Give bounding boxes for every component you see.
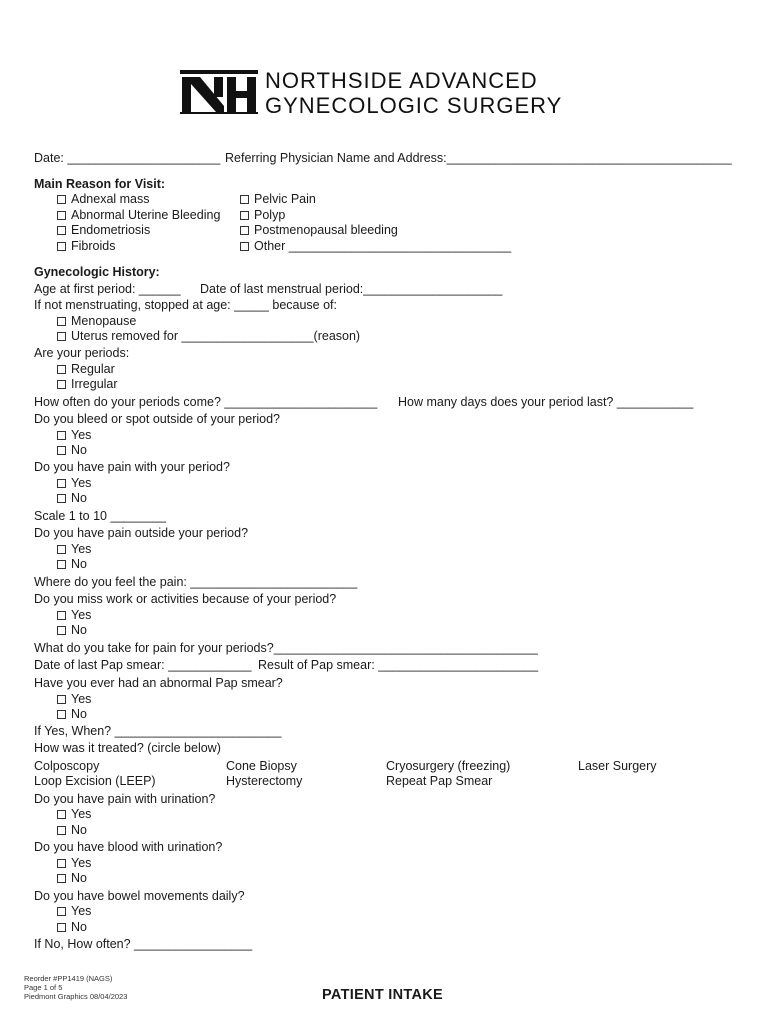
checkbox-icon[interactable] [57, 560, 66, 569]
checkbox-icon[interactable] [57, 626, 66, 635]
checkbox-icon[interactable] [240, 226, 249, 235]
option-label: Yes [71, 904, 92, 918]
checkbox-icon[interactable] [57, 907, 66, 916]
checkbox-pelvic-pain[interactable] [240, 192, 316, 206]
pain-medication-field[interactable]: What do you take for pain for your periods?______________________________________ [34, 641, 538, 655]
checkbox-icon[interactable] [57, 479, 66, 488]
option-label: Polyp [254, 208, 286, 222]
checkbox-menopause[interactable] [57, 314, 136, 328]
checkbox-icon[interactable] [57, 317, 66, 326]
option-label: Endometriosis [71, 223, 151, 237]
checkbox-icon[interactable] [57, 195, 66, 204]
checkbox-icon[interactable] [57, 431, 66, 440]
checkbox-bleed-outside-no[interactable] [57, 443, 87, 457]
footer-printer: Piedmont Graphics 08/04/2023 [24, 992, 128, 1001]
option-label: Yes [71, 608, 92, 622]
checkbox-pain-with-yes[interactable] [57, 476, 91, 490]
option-label: Yes [71, 476, 92, 490]
checkbox-icon[interactable] [57, 365, 66, 374]
checkbox-icon[interactable] [240, 195, 249, 204]
checkbox-icon[interactable] [57, 611, 66, 620]
option-label: No [71, 920, 87, 934]
checkbox-icon[interactable] [240, 211, 249, 220]
checkbox-pain-outside-no[interactable] [57, 557, 87, 571]
abnormal-pap-question: Have you ever had an abnormal Pap smear? [34, 676, 283, 690]
visit-heading: Main Reason for Visit: [34, 177, 166, 191]
option-label: No [71, 443, 87, 457]
checkbox-regular[interactable] [57, 362, 115, 376]
urination-pain-question: Do you have pain with urination? [34, 792, 216, 806]
checkbox-bleed-outside-yes[interactable] [57, 428, 91, 442]
stopped-menstruating-field[interactable]: If not menstruating, stopped at age: _____ because of: [34, 298, 337, 312]
checkbox-icon[interactable] [57, 242, 66, 251]
checkbox-polyp[interactable] [240, 208, 285, 222]
checkbox-icon[interactable] [57, 211, 66, 220]
footer-reorder: Reorder #PP1419 (NAGS) [24, 974, 113, 983]
option-label: Yes [71, 542, 92, 556]
checkbox-icon[interactable] [57, 810, 66, 819]
checkbox-urination-pain-yes[interactable] [57, 807, 91, 821]
checkbox-irregular[interactable] [57, 377, 118, 391]
checkbox-icon[interactable] [57, 380, 66, 389]
treatment-question: How was it treated? (circle below) [34, 741, 221, 755]
checkbox-other[interactable] [240, 239, 511, 253]
footer-page: Page 1 of 5 [24, 983, 63, 992]
checkbox-miss-work-yes[interactable] [57, 608, 91, 622]
checkbox-icon[interactable] [57, 494, 66, 503]
checkbox-icon[interactable] [57, 695, 66, 704]
checkbox-pain-outside-yes[interactable] [57, 542, 91, 556]
option-label: Other ________________________________ [254, 239, 512, 253]
checkbox-urination-blood-yes[interactable] [57, 856, 91, 870]
option-label: Uterus removed for ___________________(reason) [71, 329, 361, 343]
period-duration-field[interactable]: How many days does your period last? ___________ [398, 395, 694, 409]
pap-result-field[interactable]: Result of Pap smear: _______________________ [258, 658, 539, 672]
option-label: Pelvic Pain [254, 192, 316, 206]
checkbox-icon[interactable] [57, 923, 66, 932]
checkbox-icon[interactable] [57, 226, 66, 235]
checkbox-icon[interactable] [57, 332, 66, 341]
checkbox-bowel-no[interactable] [57, 920, 87, 934]
last-pap-date-field[interactable]: Date of last Pap smear: ____________ [34, 658, 252, 672]
bowel-question: Do you have bowel movements daily? [34, 889, 245, 903]
checkbox-postmenopausal-bleeding[interactable] [240, 223, 398, 237]
option-label: No [71, 823, 87, 837]
treatment-repeat-pap[interactable]: Repeat Pap Smear [386, 774, 493, 788]
option-label: Yes [71, 428, 92, 442]
checkbox-icon[interactable] [57, 710, 66, 719]
bowel-frequency-field[interactable]: If No, How often? _________________ [34, 937, 253, 951]
option-label: Yes [71, 807, 92, 821]
option-label: Irregular [71, 377, 118, 391]
miss-work-question: Do you miss work or activities because of your period? [34, 592, 337, 606]
pain-scale-field[interactable]: Scale 1 to 10 ________ [34, 509, 167, 523]
treatment-cryosurgery[interactable]: Cryosurgery (freezing) [386, 759, 511, 773]
checkbox-adnexal-mass[interactable] [57, 192, 150, 206]
pain-with-period-question: Do you have pain with your period? [34, 460, 230, 474]
checkbox-fibroids[interactable] [57, 239, 115, 253]
checkbox-miss-work-no[interactable] [57, 623, 87, 637]
checkbox-icon[interactable] [57, 859, 66, 868]
checkbox-icon[interactable] [57, 446, 66, 455]
checkbox-icon[interactable] [57, 826, 66, 835]
treatment-cone-biopsy[interactable]: Cone Biopsy [226, 759, 297, 773]
checkbox-endometriosis[interactable] [57, 223, 150, 237]
checkbox-icon[interactable] [57, 874, 66, 883]
checkbox-urination-blood-no[interactable] [57, 871, 87, 885]
referring-physician-field[interactable]: Referring Physician Name and Address:_________________________________________ [225, 151, 732, 165]
abnormal-pap-when-field[interactable]: If Yes, When? ________________________ [34, 724, 282, 738]
logo-line-1: NORTHSIDE ADVANCED [265, 68, 538, 93]
logo-line-2: GYNECOLOGIC SURGERY [265, 93, 563, 118]
option-label: No [71, 871, 87, 885]
treatment-hysterectomy[interactable]: Hysterectomy [226, 774, 303, 788]
urination-blood-question: Do you have blood with urination? [34, 840, 223, 854]
checkbox-uterus-removed[interactable] [57, 329, 360, 343]
option-label: Abnormal Uterine Bleeding [71, 208, 221, 222]
option-label: Yes [71, 692, 92, 706]
option-label: No [71, 623, 87, 637]
age-first-period-field[interactable]: Age at first period: ______ [34, 282, 181, 296]
checkbox-abnormal-pap-no[interactable] [57, 707, 87, 721]
checkbox-icon[interactable] [240, 242, 249, 251]
checkbox-icon[interactable] [57, 545, 66, 554]
option-label: Adnexal mass [71, 192, 150, 206]
treatment-leep[interactable]: Loop Excision (LEEP) [34, 774, 156, 788]
checkbox-abnormal-pap-yes[interactable] [57, 692, 91, 706]
checkbox-pain-with-no[interactable] [57, 491, 87, 505]
page-title: PATIENT INTAKE [322, 987, 443, 1003]
periods-question: Are your periods: [34, 346, 130, 360]
checkbox-bowel-yes[interactable] [57, 904, 91, 918]
treatment-colposcopy[interactable]: Colposcopy [34, 759, 100, 773]
option-label: Regular [71, 362, 115, 376]
option-label: Postmenopausal bleeding [254, 223, 398, 237]
pain-outside-question: Do you have pain outside your period? [34, 526, 249, 540]
bleed-outside-question: Do you bleed or spot outside of your period? [34, 412, 280, 426]
option-label: Yes [71, 856, 92, 870]
option-label: No [71, 707, 87, 721]
checkbox-abnormal-uterine-bleeding[interactable] [57, 208, 220, 222]
period-frequency-field[interactable]: How often do your periods come? ______________________ [34, 395, 378, 409]
option-label: No [71, 557, 87, 571]
pain-location-field[interactable]: Where do you feel the pain: ________________________ [34, 575, 358, 589]
option-label: No [71, 491, 87, 505]
date-field[interactable]: Date: ______________________ [34, 151, 221, 165]
checkbox-urination-pain-no[interactable] [57, 823, 87, 837]
history-heading: Gynecologic History: [34, 265, 160, 279]
option-label: Menopause [71, 314, 137, 328]
last-menstrual-period-field[interactable]: Date of last menstrual period:____________________ [200, 282, 503, 296]
nh-monogram-logo [180, 70, 258, 114]
treatment-laser-surgery[interactable]: Laser Surgery [578, 759, 657, 773]
option-label: Fibroids [71, 239, 116, 253]
